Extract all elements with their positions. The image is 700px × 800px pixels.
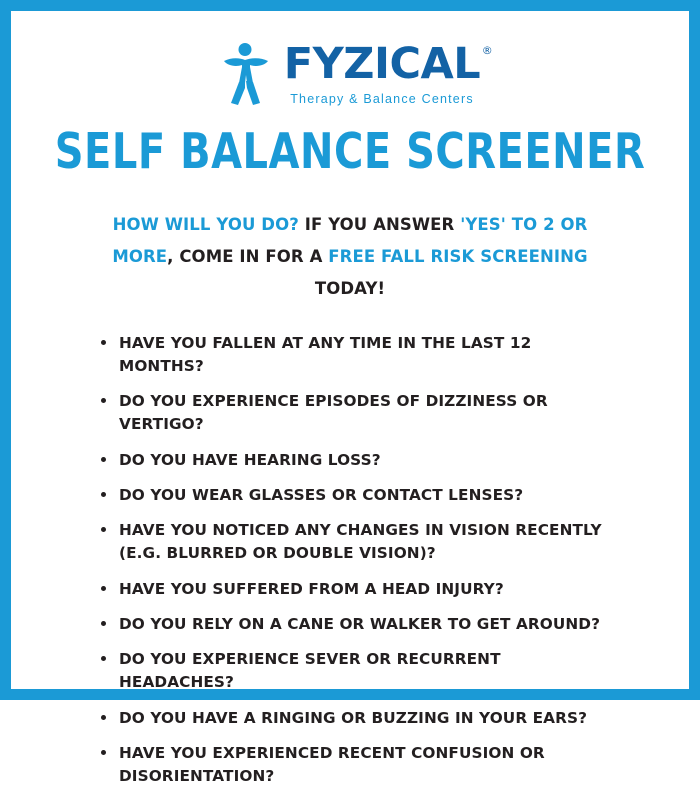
poster-content	[11, 11, 689, 786]
running-person-icon	[220, 41, 272, 107]
list-item: DO YOU EXPERIENCE EPISODES OF DIZZINESS OR VERTIGO?	[119, 390, 615, 437]
list-item: DO YOU EXPERIENCE SEVER OR RECURRENT HEADACHES?	[119, 648, 615, 695]
list-item: HAVE YOU NOTICED ANY CHANGES IN VISION RECENTLY (E.G. BLURRED OR DOUBLE VISION)?	[119, 519, 615, 566]
brand-tagline: Therapy & Balance Centers	[290, 91, 474, 106]
list-item: DO YOU HAVE A RINGING OR BUZZING IN YOUR EARS?	[119, 707, 615, 730]
subtitle-part-5: FREE FALL RISK SCREENING	[328, 247, 588, 267]
subtitle-part-2: IF YOU ANSWER	[298, 215, 461, 234]
brand-name-text: FYZICAL	[283, 38, 481, 89]
question-list	[85, 332, 615, 800]
list-item: DO YOU RELY ON A CANE OR WALKER TO GET AROUND?	[119, 613, 615, 636]
list-item: HAVE YOU SUFFERED FROM A HEAD INJURY?	[119, 578, 615, 601]
subtitle-part-4: , COME IN FOR A	[167, 247, 329, 267]
list-item: HAVE YOU EXPERIENCED RECENT CONFUSION OR DISORIENTATION?	[119, 742, 615, 789]
brand-name	[283, 38, 493, 89]
subtitle-part-1: HOW WILL YOU DO?	[112, 215, 299, 234]
list-item: DO YOU WEAR GLASSES OR CONTACT LENSES?	[119, 484, 615, 507]
brand-logo-text	[283, 38, 493, 106]
subtitle-part-3: 'YES' TO 2 OR MORE	[112, 215, 588, 267]
brand-logo	[220, 38, 493, 107]
subtitle	[110, 209, 590, 306]
registered-mark: ®	[481, 43, 493, 57]
list-item: DO YOU HAVE HEARING LOSS?	[119, 449, 615, 472]
page-title: SELF BALANCE SCREENER	[54, 123, 646, 181]
subtitle-part-6: TODAY!	[314, 279, 386, 299]
list-item: HAVE YOU FALLEN AT ANY TIME IN THE LAST 12 MONTHS?	[119, 332, 615, 379]
